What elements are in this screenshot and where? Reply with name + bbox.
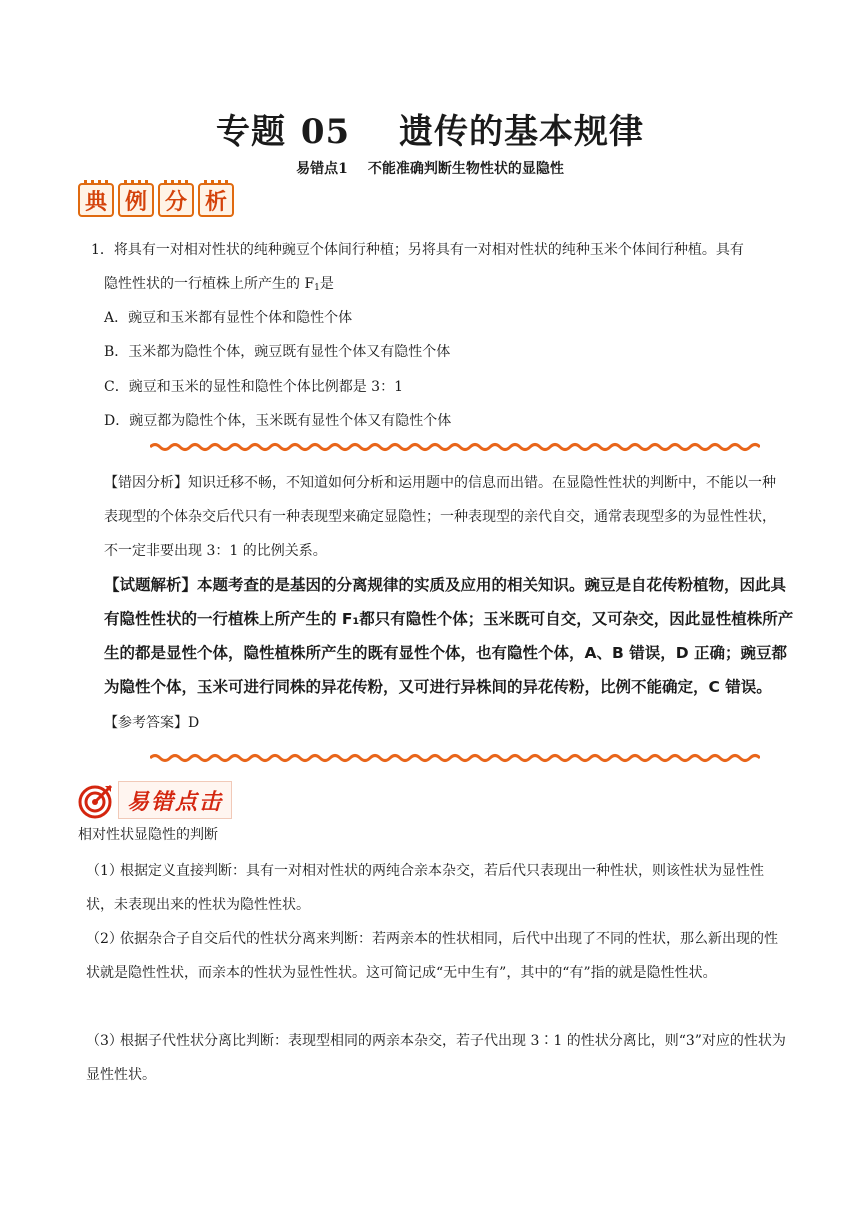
answer-label: 【参考答案】 [104,715,188,731]
option-a: A．豌豆和玉米都有显性个体和隐性个体 [104,310,353,326]
rule-item [86,922,786,990]
error-cause-label: 【错因分析】 [104,475,188,491]
rule-item [86,1024,786,1092]
rule-text: 根据子代性状分离比判断：表现型相同的两亲本杂交，若子代出现 3∶1 的性状分离比，则“3”对应的性状为显性性状。 [86,1033,786,1083]
badge-char: 分 [158,183,194,217]
rule-number: （1） [86,863,123,879]
explanation-text: 本题考查的是基因的分离规律的实质及应用的相关知识。豌豆是自花传粉植物，因此具有隐性性状的一行植株上所产生的 F₁都只有隐性个体；玉米既可自交，又可杂交，因此显性植株所产生的都是显性个体，隐性植株所产生的既有显性个体，也有隐性个体，A、B 错误，D 正确；豌豆都为隐性个体，玉米可进行同株的异花传粉，又可进行异株间的异花传粉，比例不能确定，C 错误。 [104,576,794,696]
title-number: 05 [300,112,351,152]
option-d: D．豌豆都为隐性个体，玉米既有显性个体又有隐性个体 [104,413,452,429]
error-cause-text: 知识迁移不畅，不知道如何分析和运用题中的信息而出错。在显隐性性状的判断中，不能以一种表现型的个体杂交后代只有一种表现型来确定显隐性；一种表现型的亲代自交，通常表现型多的为显性性状，不一定非要出现 3：1 的比例关系。 [104,475,776,559]
option-b: B．玉米都为隐性个体，豌豆既有显性个体又有隐性个体 [104,344,451,360]
badge-char: 典 [78,183,114,217]
rule-number: （2） [86,931,123,947]
error-point-badge [78,781,232,819]
explanation-label: 【试题解析】 [104,576,198,594]
rule-number: （3） [86,1033,123,1049]
question-text-1: 将具有一对相对性状的纯种豌豆个体间行种植；另将具有一对相对性状的纯种玉米个体间行种植。具有 [113,242,744,258]
question-line-2 [104,267,334,305]
title-topic: 遗传的基本规律 [399,112,644,152]
error-cause-paragraph [104,466,784,568]
subtitle-label: 易错点1 [296,161,348,177]
example-analysis-badge [78,183,234,217]
rule-text: 根据定义直接判断：具有一对相对性状的两纯合亲本杂交，若后代只表现出一种性状，则该性状为显性性状，未表现出来的性状为隐性性状。 [86,863,764,913]
explanation-paragraph [104,568,794,704]
error-point-title: 易错点击 [118,781,232,819]
question-subscript: 1 [314,283,320,293]
rule-item [86,854,786,922]
question-number: 1． [91,242,114,258]
question-line-1 [91,233,744,267]
rule-text: 依据杂合子自交后代的性状分离来判断：若两亲本的性状相同，后代中出现了不同的性状，那么新出现的性状就是隐性性状，而亲本的性状为显性性状。这可简记成“无中生有”，其中的“有”指的就是隐性性状。 [86,931,778,981]
subtitle-text: 不能准确判断生物性状的显隐性 [367,161,564,177]
reference-answer [104,712,199,732]
page-title [0,104,860,153]
wave-divider [150,442,760,452]
target-icon [78,781,116,819]
wave-divider [150,753,760,763]
badge-char: 例 [118,183,154,217]
rules-title: 相对性状显隐性的判断 [78,827,218,843]
page-subtitle [0,158,860,178]
option-c: C．豌豆和玉米的显性和隐性个体比例都是 3：1 [104,379,403,395]
question-text-2: 隐性性状的一行植株上所产生的 F [104,276,315,292]
question-text-2-end: 是 [319,276,334,292]
badge-char: 析 [198,183,234,217]
answer-value: D [188,715,200,731]
title-main: 专题 [215,112,286,152]
